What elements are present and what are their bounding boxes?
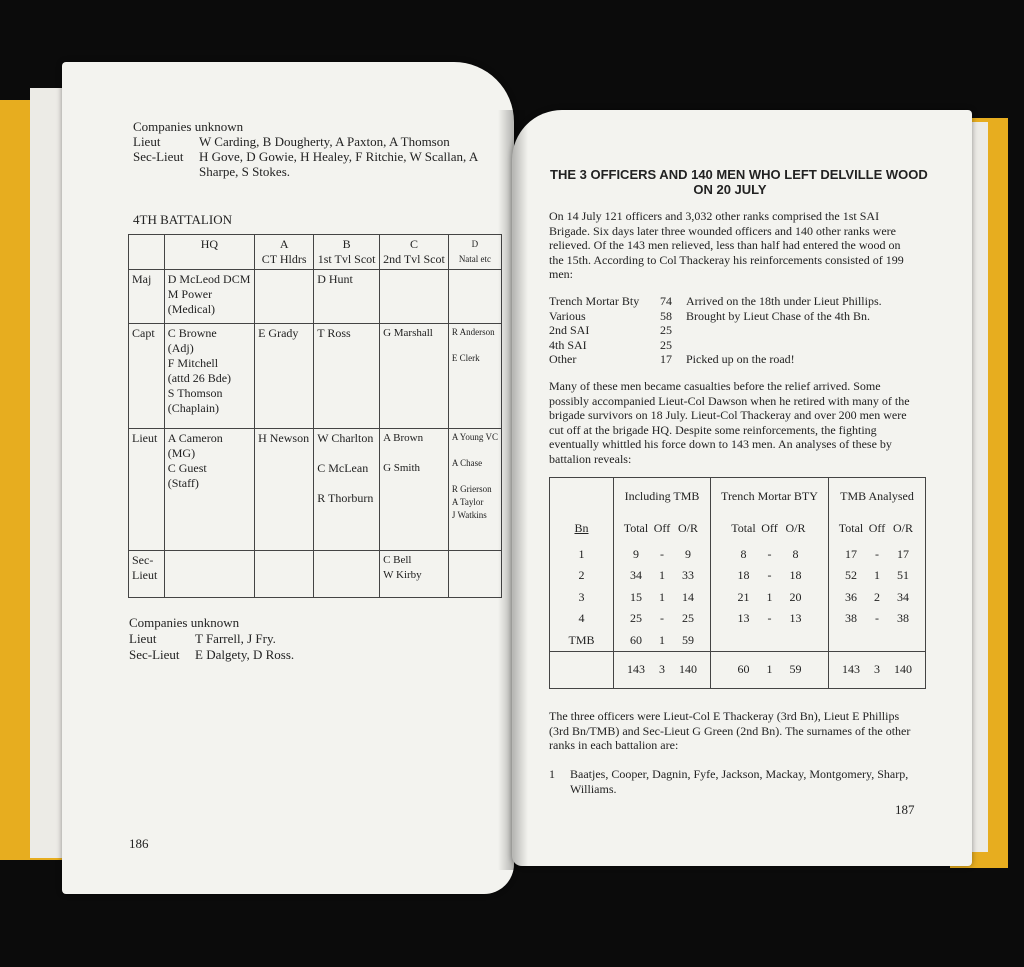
subheader-label: Total bbox=[623, 521, 649, 536]
value: 34 bbox=[897, 589, 909, 604]
value-cell bbox=[710, 587, 828, 608]
rank-cell: Sec-Lieut bbox=[129, 550, 165, 597]
analysis-row bbox=[550, 544, 926, 565]
officer-cell bbox=[164, 550, 254, 597]
total-cell bbox=[710, 651, 828, 688]
officer-name: (attd 26 Bde) bbox=[167, 370, 232, 385]
value: 18 bbox=[789, 568, 802, 583]
officer-cell bbox=[255, 428, 314, 550]
total-value: 1 bbox=[766, 662, 773, 677]
officer-name: (Chaplain) bbox=[167, 400, 220, 415]
subheader-label: Off bbox=[761, 521, 778, 536]
subheader-label: Total bbox=[731, 521, 756, 536]
column-header bbox=[314, 235, 380, 270]
officer-name: A Young VC bbox=[451, 431, 498, 442]
analysis-row bbox=[550, 565, 926, 586]
value: 18 bbox=[737, 568, 750, 583]
bn-label: Bn bbox=[574, 521, 589, 536]
reinforcement-count: 17 bbox=[660, 352, 672, 366]
officer-name: R Grierson bbox=[451, 483, 492, 494]
total-value: 143 bbox=[842, 662, 860, 677]
chapter-title-line1: THE 3 OFFICERS AND 140 MEN WHO LEFT DELVILLE WOOD bbox=[550, 167, 928, 182]
value-cell bbox=[710, 608, 828, 629]
subheader-label: Total bbox=[838, 521, 864, 536]
total-value: 143 bbox=[626, 662, 645, 677]
officer-name: (Staff) bbox=[167, 475, 199, 490]
value: 14 bbox=[681, 589, 694, 604]
value: 38 bbox=[897, 611, 909, 626]
officer-name: W Kirby bbox=[383, 568, 422, 581]
officer-cell bbox=[314, 428, 380, 550]
column-header bbox=[448, 235, 501, 270]
group-including-tmb: Including TMB bbox=[614, 478, 711, 515]
officer-names: Sharpe, S Stokes. bbox=[199, 164, 290, 179]
officer-name bbox=[452, 339, 498, 352]
reinforcement-unit: 2nd SAI bbox=[549, 323, 590, 337]
value: - bbox=[767, 568, 772, 583]
column-header-line: D bbox=[471, 239, 479, 249]
table-row bbox=[129, 270, 502, 324]
officer-name: T Ross bbox=[317, 325, 351, 340]
value: - bbox=[767, 611, 772, 626]
total-value: 140 bbox=[678, 662, 697, 677]
bn-cell: 2 bbox=[550, 565, 614, 586]
reinforcement-unit: Various bbox=[549, 308, 586, 323]
officer-name: M Power bbox=[167, 287, 213, 301]
officer-name: (Medical) bbox=[167, 302, 216, 316]
analysis-table bbox=[549, 477, 926, 689]
officer-name: (Adj) bbox=[167, 340, 194, 355]
rank-cell: Lieut bbox=[129, 428, 165, 550]
value: 13 bbox=[737, 611, 750, 626]
analysis-subheader bbox=[550, 514, 926, 543]
reinforcement-count: 25 bbox=[660, 337, 672, 352]
battalion-title: 4TH BATTALION bbox=[133, 212, 232, 227]
value: 25 bbox=[629, 611, 642, 626]
chapter-title-line2: ON 20 JULY bbox=[693, 182, 767, 197]
officer-cell bbox=[314, 550, 380, 597]
value: 36 bbox=[845, 589, 857, 604]
table-row bbox=[129, 323, 502, 428]
value: 15 bbox=[629, 589, 642, 604]
value: 20 bbox=[789, 589, 802, 604]
column-header-line: 1st Tvl Scot bbox=[317, 252, 376, 266]
officer-name: E Grady bbox=[258, 325, 299, 340]
column-header-line: Natal etc bbox=[458, 254, 492, 264]
rank-label: Sec-Lieut bbox=[129, 647, 180, 662]
officer-name: D Hunt bbox=[317, 272, 353, 286]
page-number-left: 186 bbox=[129, 836, 149, 851]
list-number: 1 bbox=[549, 767, 555, 781]
officer-cell bbox=[448, 270, 501, 324]
officer-name bbox=[452, 470, 498, 483]
column-header-line: HQ bbox=[200, 237, 219, 251]
officer-name: A Cameron bbox=[167, 430, 223, 445]
officer-name: C Browne bbox=[167, 325, 217, 340]
value: 8 bbox=[792, 546, 799, 561]
officer-cell bbox=[380, 550, 449, 597]
officer-name: E Clerk bbox=[451, 352, 480, 363]
total-value: 59 bbox=[789, 662, 802, 677]
subheader-label: Off bbox=[868, 521, 886, 536]
column-header-line: B bbox=[342, 237, 351, 251]
rank-label: Sec-Lieut bbox=[133, 149, 184, 164]
subheader-cell bbox=[614, 514, 711, 543]
officer-cell bbox=[255, 550, 314, 597]
officer-name bbox=[317, 476, 376, 491]
value: 33 bbox=[681, 568, 694, 583]
value: 1 bbox=[658, 632, 665, 647]
officer-cell bbox=[314, 270, 380, 324]
value: 1 bbox=[874, 568, 880, 583]
subheader-cell bbox=[710, 514, 828, 543]
analysis-row bbox=[550, 630, 926, 652]
group-trench-mortar: Trench Mortar BTY bbox=[710, 478, 828, 515]
subheader-label: O/R bbox=[677, 521, 698, 536]
officer-name: R Anderson bbox=[451, 326, 495, 337]
value-cell bbox=[614, 630, 711, 652]
rank-cell: Capt bbox=[129, 323, 165, 428]
value: 1 bbox=[658, 589, 665, 604]
officer-names: H Gove, D Gowie, H Healey, F Ritchie, W Scallan, A bbox=[199, 149, 479, 164]
reinforcement-note: Picked up on the road! bbox=[686, 352, 795, 366]
officer-cell bbox=[255, 323, 314, 428]
value-cell bbox=[829, 565, 926, 586]
value: - bbox=[659, 546, 664, 561]
officer-name bbox=[317, 446, 376, 461]
subheader-label: O/R bbox=[785, 521, 806, 536]
bn-cell: TMB bbox=[550, 630, 614, 652]
rank-label: Lieut bbox=[129, 631, 157, 646]
value: 59 bbox=[681, 632, 694, 647]
total-cell bbox=[614, 651, 711, 688]
officer-cell bbox=[448, 428, 501, 550]
officer-cell bbox=[380, 428, 449, 550]
bn-cell: 4 bbox=[550, 608, 614, 629]
officer-name: A Brown bbox=[383, 431, 424, 444]
list-text: Baatjes, Cooper, Dagnin, Fyfe, Jackson, Mackay, Montgomery, Sharp, Williams. bbox=[570, 767, 909, 796]
officer-name: D McLeod DCM bbox=[167, 272, 251, 286]
value-cell bbox=[710, 544, 828, 565]
officer-names: W Carding, B Dougherty, A Paxton, A Thomson bbox=[199, 134, 450, 149]
total-value: 3 bbox=[874, 662, 880, 677]
value-cell bbox=[829, 544, 926, 565]
value-cell bbox=[614, 544, 711, 565]
officer-cell bbox=[164, 270, 254, 324]
column-header bbox=[164, 235, 254, 270]
column-header bbox=[129, 235, 165, 270]
subheader-cell bbox=[829, 514, 926, 543]
group-tmb-analysed: TMB Analysed bbox=[829, 478, 926, 515]
value: 60 bbox=[629, 632, 642, 647]
reinforcement-unit: 4th SAI bbox=[549, 337, 587, 352]
column-header bbox=[255, 235, 314, 270]
officer-cell bbox=[255, 270, 314, 324]
paragraph-3: The three officers were Lieut-Col E Thackeray (3rd Bn), Lieut E Phillips (3rd Bn/TMB) and Sec-Lieut G Green (2nd Bn). The surnames of the other ranks in each battalion are: bbox=[549, 709, 911, 752]
reinforcement-note: Arrived on the 18th under Lieut Phillips. bbox=[686, 294, 882, 308]
column-header bbox=[380, 235, 449, 270]
paragraph-1: On 14 July 121 officers and 3,032 other ranks comprised the 1st SAI Brigade. Six days later three wounded officers and 140 other ranks were relieved. Of the 143 men relieved, less than half had entered the wood on the 15th. According to Col Thackeray his reinforcements consisted of 199 men: bbox=[549, 209, 904, 281]
value: 9 bbox=[632, 546, 639, 561]
value: 1 bbox=[658, 568, 665, 583]
officer-name: (MG) bbox=[167, 445, 196, 460]
analysis-row bbox=[550, 608, 926, 629]
value: - bbox=[875, 546, 879, 561]
total-cell bbox=[829, 651, 926, 688]
value-cell bbox=[829, 608, 926, 629]
officer-name: A Taylor bbox=[451, 496, 484, 507]
value-cell bbox=[829, 587, 926, 608]
value: - bbox=[767, 546, 772, 561]
column-header-line: 2nd Tvl Scot bbox=[383, 252, 445, 266]
officer-name bbox=[452, 444, 498, 457]
companies-header: Companies unknown bbox=[133, 119, 244, 134]
officer-name: C Guest bbox=[167, 460, 207, 475]
analysis-group-header bbox=[550, 478, 926, 515]
value: 17 bbox=[897, 546, 909, 561]
bn-cell: 3 bbox=[550, 587, 614, 608]
officer-name: S Thomson bbox=[167, 385, 223, 400]
page-number-right: 187 bbox=[895, 802, 915, 817]
table-row bbox=[129, 550, 502, 597]
value: 51 bbox=[897, 568, 909, 583]
value: 52 bbox=[845, 568, 857, 583]
book-gutter bbox=[498, 110, 528, 870]
officer-name: W Charlton bbox=[317, 430, 374, 445]
officer-cell bbox=[314, 323, 380, 428]
total-value: 60 bbox=[737, 662, 750, 677]
value-cell bbox=[614, 608, 711, 629]
analysis-row bbox=[550, 587, 926, 608]
reinforcement-count: 58 bbox=[660, 308, 672, 323]
value: 38 bbox=[845, 611, 857, 626]
officer-name: C McLean bbox=[317, 460, 369, 475]
value: - bbox=[659, 611, 664, 626]
chapter-title bbox=[550, 167, 928, 197]
officer-name: R Thorburn bbox=[317, 490, 374, 505]
officer-name: G Marshall bbox=[383, 326, 433, 339]
total-value: 140 bbox=[894, 662, 912, 677]
value-cell bbox=[614, 565, 711, 586]
rank-cell: Maj bbox=[129, 270, 165, 324]
value: 13 bbox=[789, 611, 802, 626]
officer-name: A Chase bbox=[451, 457, 483, 468]
value: - bbox=[875, 611, 879, 626]
officer-names: T Farrell, J Fry. bbox=[195, 631, 276, 646]
battalion-table bbox=[128, 234, 502, 598]
value: 2 bbox=[874, 589, 880, 604]
officer-cell bbox=[164, 428, 254, 550]
officer-names: E Dalgety, D Ross. bbox=[195, 647, 295, 662]
value-cell bbox=[710, 565, 828, 586]
reinforcement-unit: Other bbox=[549, 352, 577, 366]
value-cell bbox=[710, 630, 828, 652]
value: 17 bbox=[845, 546, 857, 561]
bn-cell: 1 bbox=[550, 544, 614, 565]
officer-cell bbox=[164, 323, 254, 428]
total-value: 3 bbox=[658, 662, 665, 677]
value: 34 bbox=[629, 568, 642, 583]
reinforcement-note: Brought by Lieut Chase of the 4th Bn. bbox=[686, 308, 870, 323]
companies-footer-header: Companies unknown bbox=[129, 615, 240, 630]
officer-name: H Newson bbox=[258, 430, 310, 445]
value: 8 bbox=[740, 546, 747, 561]
reinforcement-count: 25 bbox=[660, 323, 672, 337]
officer-cell bbox=[448, 323, 501, 428]
column-header-line: A bbox=[279, 237, 289, 251]
officer-cell bbox=[380, 270, 449, 324]
column-header-line: C bbox=[409, 237, 418, 251]
value: 1 bbox=[766, 589, 773, 604]
subheader-label: Off bbox=[653, 521, 671, 536]
table-header-row bbox=[129, 235, 502, 270]
value: 25 bbox=[681, 611, 694, 626]
table-row bbox=[129, 428, 502, 550]
officer-cell bbox=[448, 550, 501, 597]
total-label-cell bbox=[550, 651, 614, 688]
paragraph-2: Many of these men became casualties before the relief arrived. Some possibly accompanied Lieut-Col Dawson when he retired with many of the brigade survivors on 18 July. Lieut-Col Thackeray and over 200 men were cut off at the brigade HQ. Despite some reinforcements, the fighting eventually whittled his force down to 143 men. An analyses of these by battalion reveals: bbox=[549, 379, 910, 466]
value: 9 bbox=[684, 546, 691, 561]
rank-label: Lieut bbox=[133, 134, 161, 149]
officer-cell bbox=[380, 323, 449, 428]
officer-name: G Smith bbox=[383, 461, 421, 474]
reinforcement-count: 74 bbox=[660, 294, 672, 308]
column-header-line: CT Hldrs bbox=[261, 252, 307, 266]
analysis-total-row bbox=[550, 651, 926, 688]
value: 21 bbox=[737, 589, 750, 604]
officer-name: C Bell bbox=[383, 553, 412, 566]
reinforcement-unit: Trench Mortar Bty bbox=[549, 294, 640, 308]
value-cell bbox=[829, 630, 926, 652]
officer-name: F Mitchell bbox=[167, 355, 219, 370]
officer-name: J Watkins bbox=[451, 509, 487, 520]
subheader-label: O/R bbox=[892, 521, 913, 536]
value-cell bbox=[614, 587, 711, 608]
officer-name bbox=[383, 446, 445, 461]
